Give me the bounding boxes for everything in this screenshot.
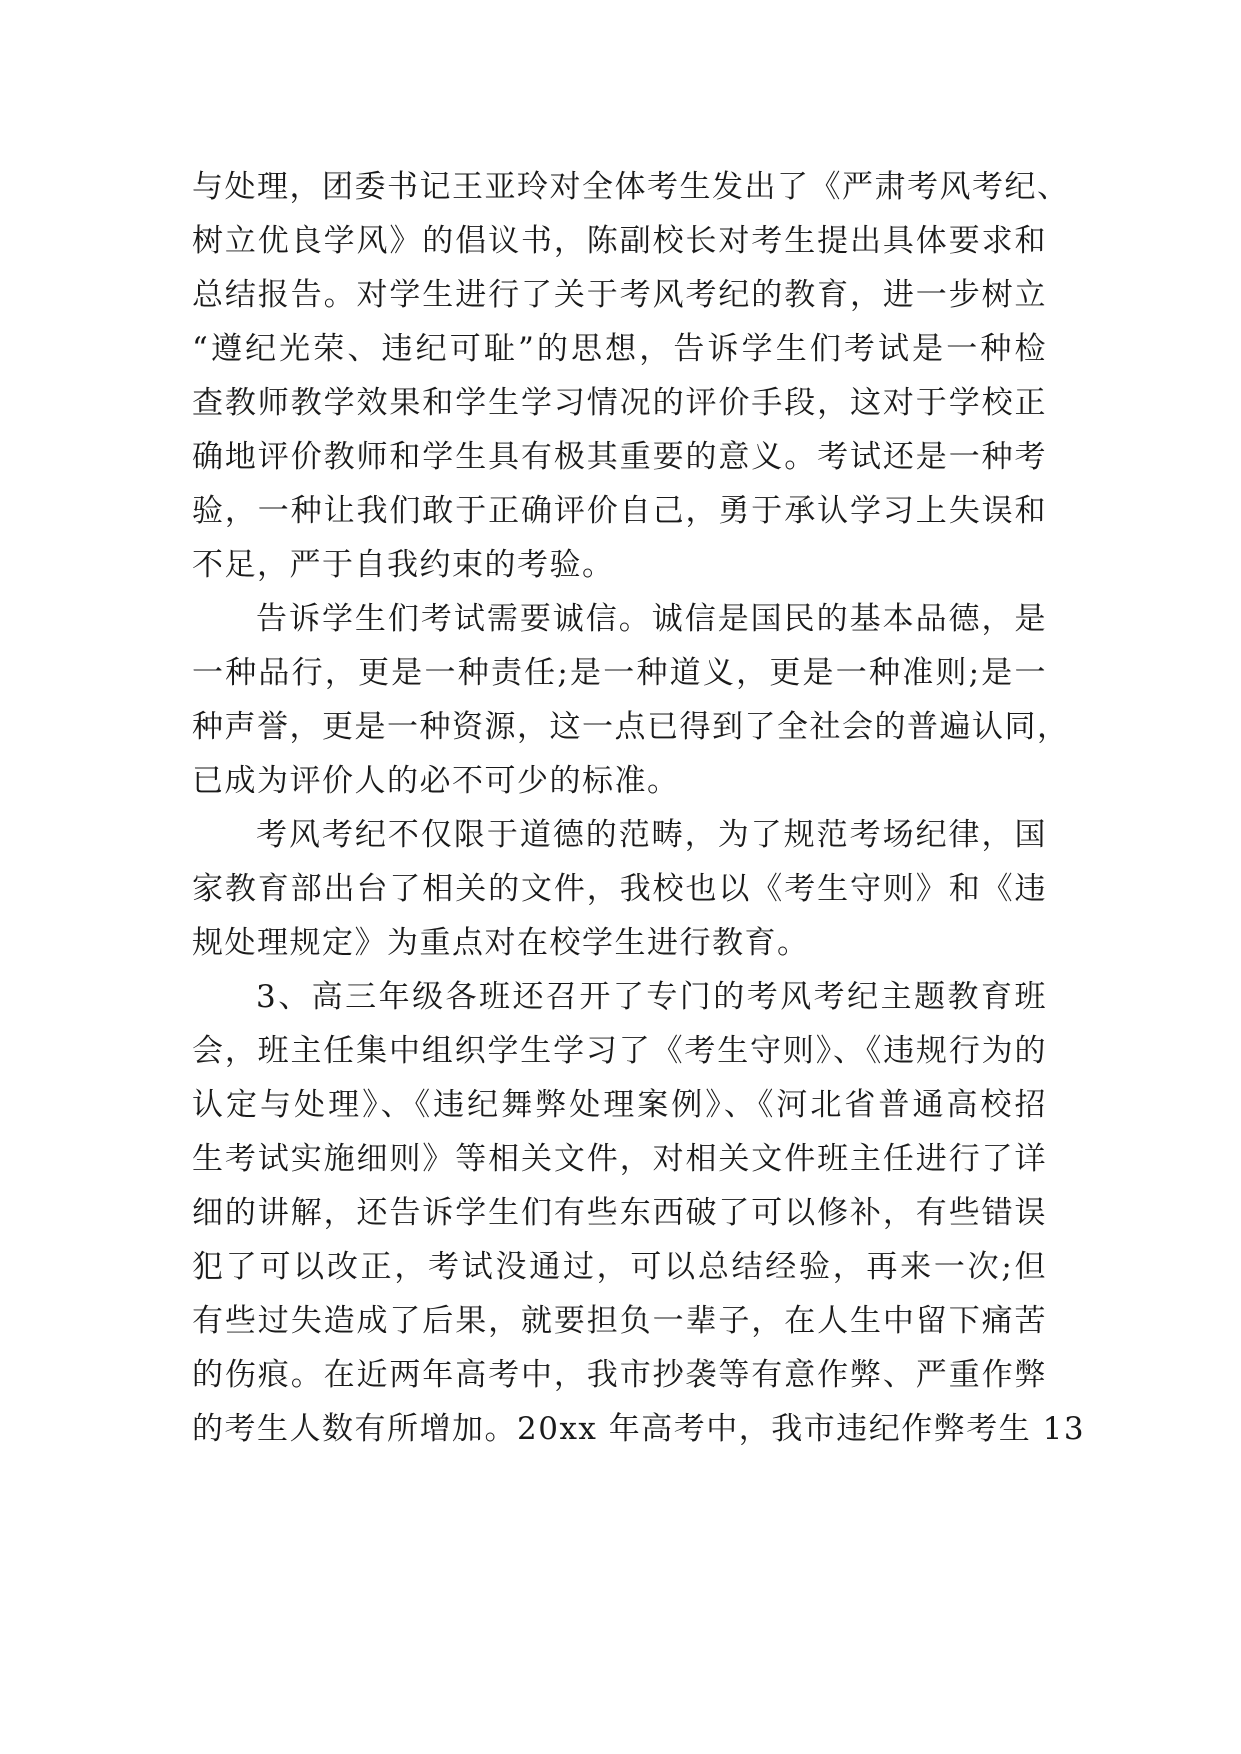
text-line: 细的讲解，还告诉学生们有些东西破了可以修补，有些错误	[192, 1195, 1047, 1231]
text-line: 3、高三年级各班还召开了专门的考风考纪主题教育班	[256, 979, 1047, 1015]
text-line: 验，一种让我们敢于正确评价自己，勇于承认学习上失误和	[192, 493, 1047, 529]
text-line: 确地评价教师和学生具有极其重要的意义。考试还是一种考	[192, 439, 1047, 475]
text-line: 查教师教学效果和学生学习情况的评价手段，这对于学校正	[192, 385, 1047, 421]
text-line: 规处理规定》为重点对在校学生进行教育。	[192, 925, 810, 961]
text-line: 树立优良学风》的倡议书，陈副校长对考生提出具体要求和	[192, 223, 1047, 259]
text-line: 生考试实施细则》等相关文件，对相关文件班主任进行了详	[192, 1141, 1047, 1177]
text-line: 的考生人数有所增加。20xx 年高考中，我市违纪作弊考生 13	[192, 1411, 1086, 1447]
text-line: 认定与处理》、《违纪舞弊处理案例》、《河北省普通高校招	[192, 1087, 1047, 1123]
text-line: 已成为评价人的必不可少的标准。	[192, 763, 680, 799]
text-line: 的伤痕。在近两年高考中，我市抄袭等有意作弊、严重作弊	[192, 1357, 1047, 1393]
text-line: 考风考纪不仅限于道德的范畴，为了规范考场纪律，国	[256, 817, 1047, 853]
text-line: 与处理，团委书记王亚玲对全体考生发出了《严肃考风考纪、	[192, 169, 1070, 205]
text-line: 犯了可以改正，考试没通过，可以总结经验，再来一次;但	[192, 1249, 1047, 1285]
text-line: 不足，严于自我约束的考验。	[192, 547, 615, 583]
text-line: 一种品行，更是一种责任;是一种道义，更是一种准则;是一	[192, 655, 1047, 691]
text-line: 总结报告。对学生进行了关于考风考纪的教育，进一步树立	[192, 277, 1047, 313]
text-line: 会，班主任集中组织学生学习了《考生守则》、《违规行为的	[192, 1033, 1047, 1069]
text-line: “遵纪光荣、违纪可耻”的思想，告诉学生们考试是一种检	[192, 331, 1047, 367]
text-line: 有些过失造成了后果，就要担负一辈子，在人生中留下痛苦	[192, 1303, 1047, 1339]
body-text	[192, 160, 1086, 1456]
text-line: 家教育部出台了相关的文件，我校也以《考生守则》和《违	[192, 871, 1047, 907]
text-line: 告诉学生们考试需要诚信。诚信是国民的基本品德，是	[256, 601, 1047, 637]
text-line: 种声誉，更是一种资源，这一点已得到了全社会的普遍认同，	[192, 709, 1070, 745]
